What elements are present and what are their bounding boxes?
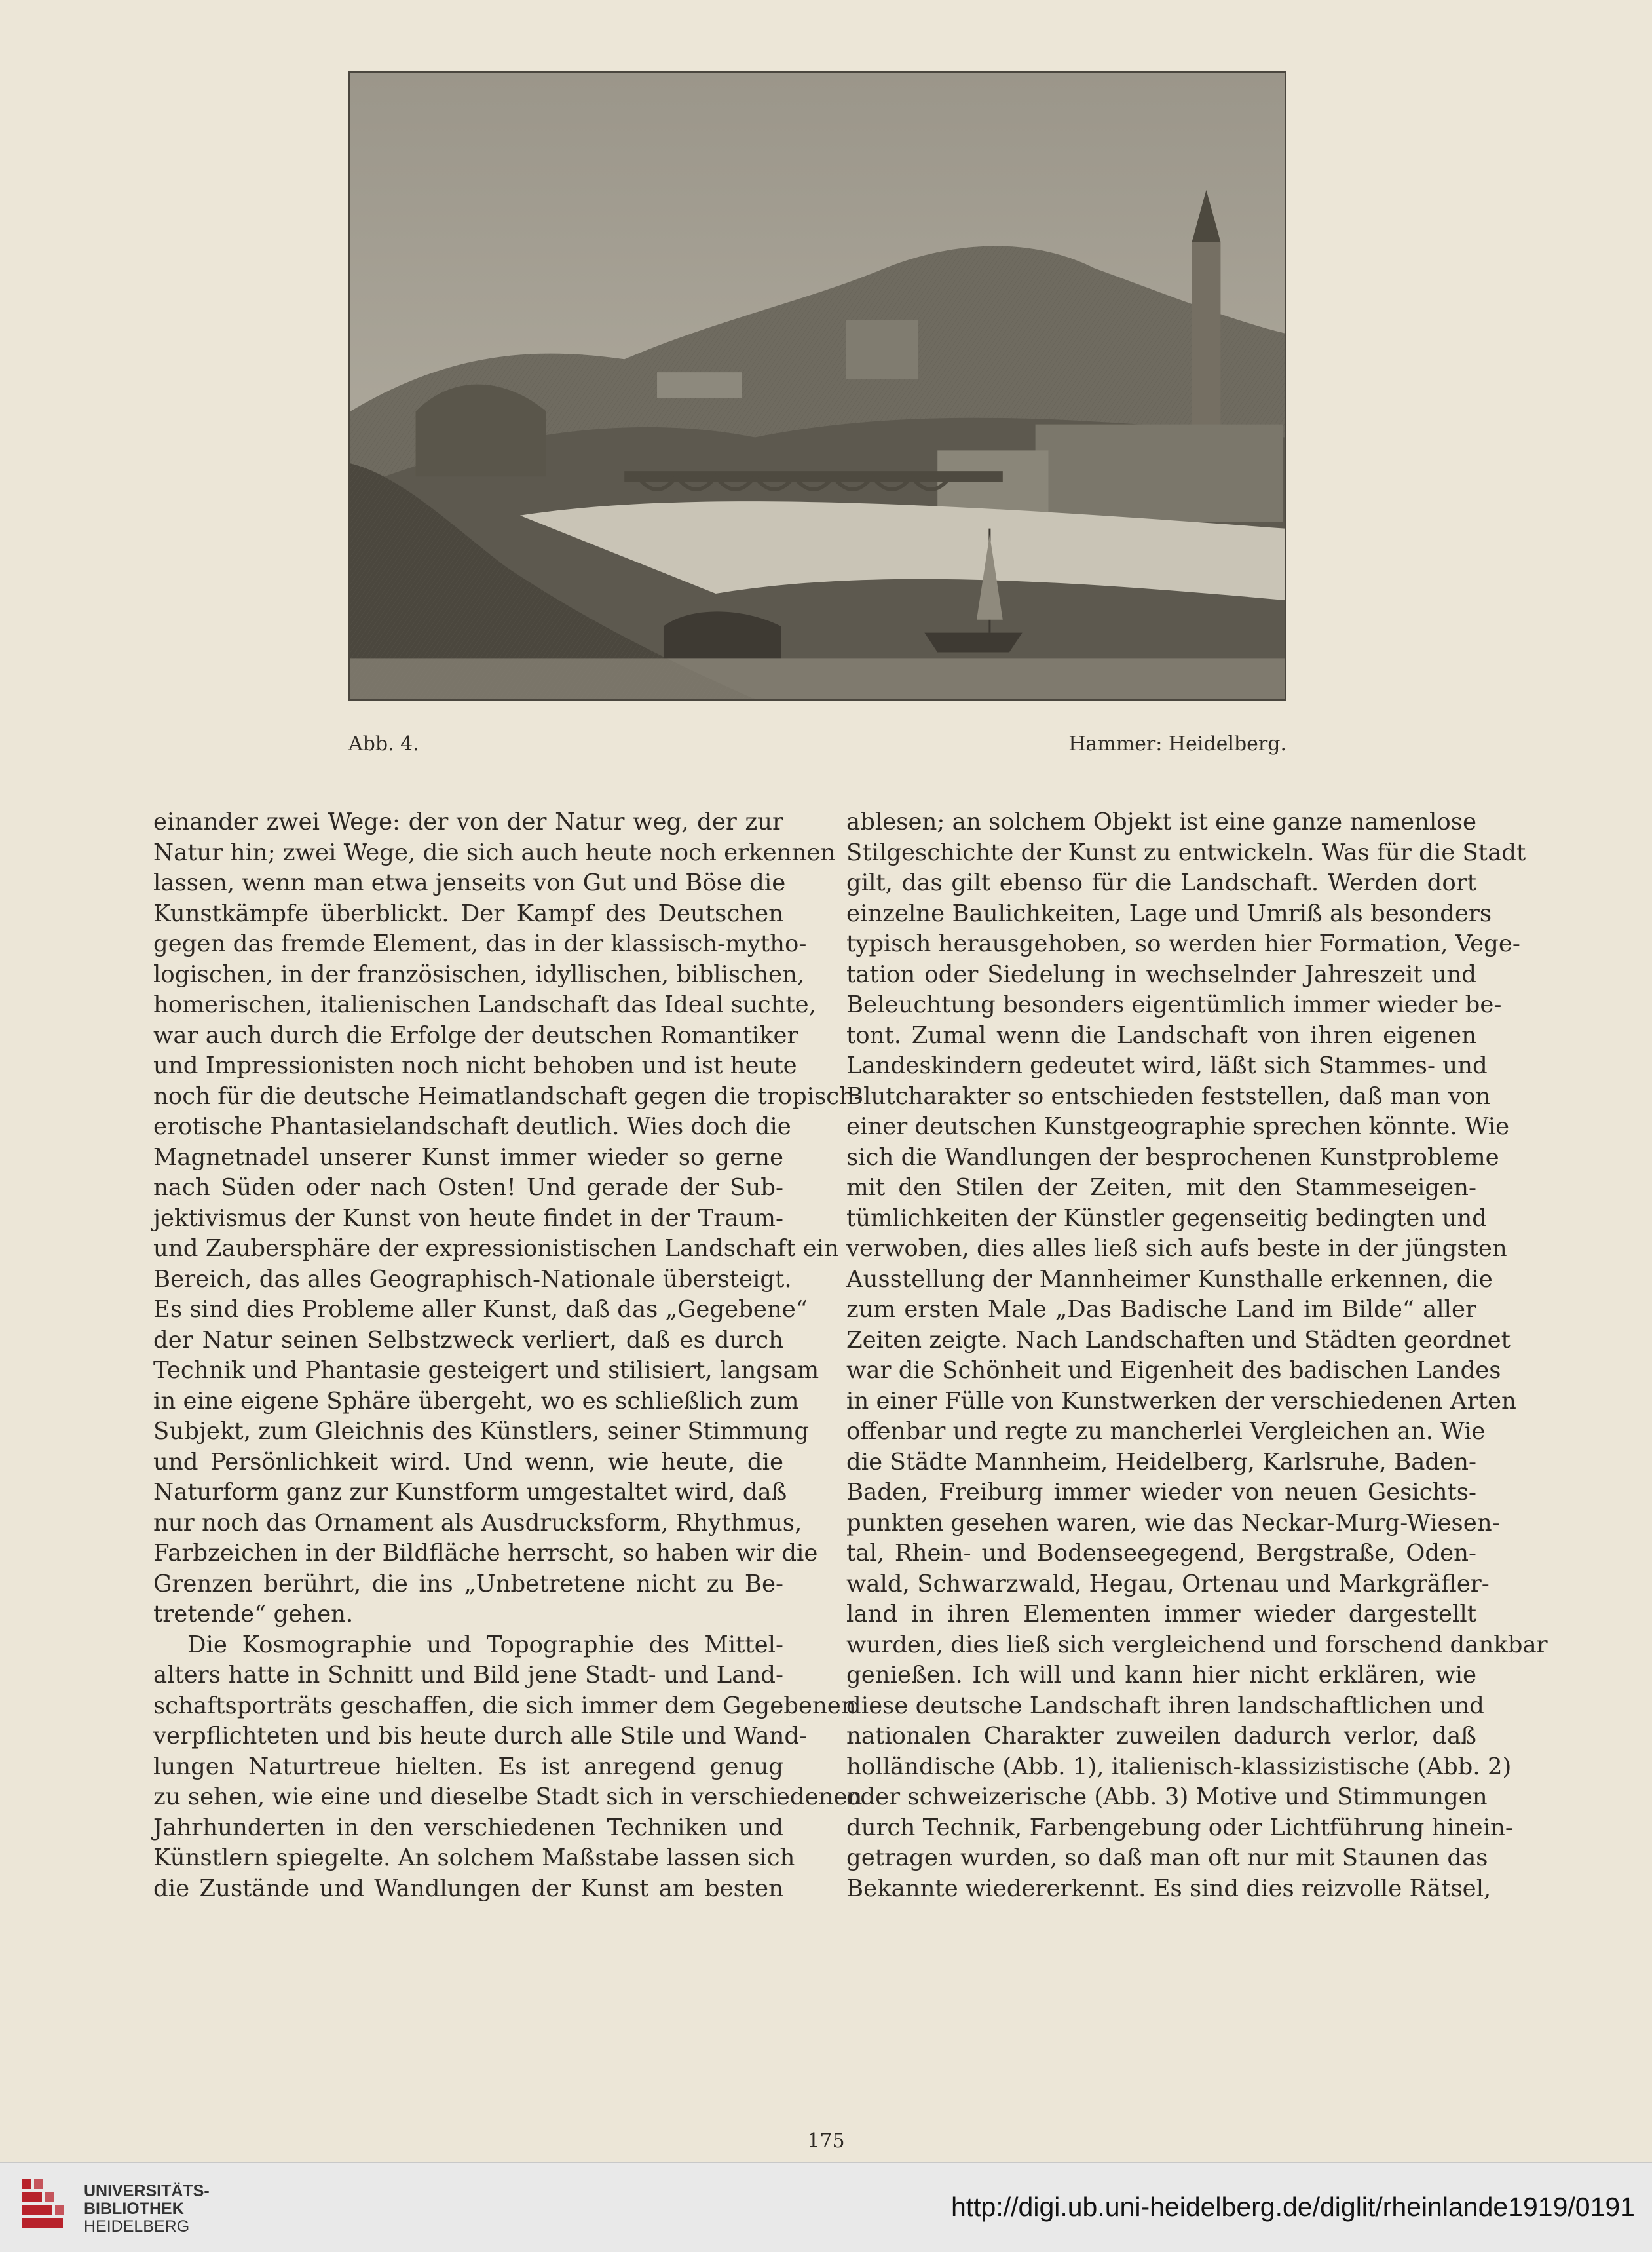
text-line: Die Kosmographie und Topographie des Mittel- (187, 1631, 783, 1658)
text-line: in eine eigene Sphäre übergeht, wo es schließlich zum (153, 1387, 799, 1415)
text-line: tont. Zumal wenn die Landschaft von ihren eigenen (846, 1021, 1476, 1049)
text-line: gilt, das gilt ebenso für die Landschaft. Werden dort (846, 869, 1476, 896)
figure-caption-title: Hammer: Heidelberg. (1068, 733, 1286, 755)
engraving-heidelberg (348, 71, 1286, 701)
library-name-line: HEIDELBERG (84, 2217, 190, 2236)
text-line: einander zwei Wege: der von der Natur weg, der zur (153, 809, 783, 835)
text-line: tümlichkeiten der Künstler gegenseitig bedingten und (846, 1204, 1487, 1232)
text-line: ablesen; an solchem Objekt ist eine ganze namenlose (846, 809, 1476, 835)
text-line: die Zustände und Wandlungen der Kunst am besten (153, 1875, 783, 1902)
text-line: tation oder Siedelung in wechselnder Jahreszeit und (846, 961, 1476, 988)
text-line: lungen Naturtreue hielten. Es ist anregend genug (153, 1753, 783, 1780)
text-line: und Impressionisten noch nicht behoben und ist heute (153, 1052, 797, 1079)
text-line: holländische (Abb. 1), italienisch-klassizistische (Abb. 2) (846, 1753, 1512, 1780)
text-line: Subjekt, zum Gleichnis des Künstlers, seiner Stimmung (153, 1418, 810, 1445)
text-line: homerischen, italienischen Landschaft das Ideal suchte, (153, 991, 816, 1018)
source-url-link[interactable]: http://digi.ub.uni-heidelberg.de/diglit/rheinlande1919/0191 (950, 2192, 1635, 2222)
text-line: die Städte Mannheim, Heidelberg, Karlsruhe, Baden- (846, 1448, 1476, 1476)
text-line: einer deutschen Kunstgeographie sprechen könnte. Wie (846, 1113, 1510, 1140)
text-line: Magnetnadel unserer Kunst immer wieder so gerne (153, 1143, 783, 1171)
text-line: land in ihren Elementen immer wieder dargestellt (846, 1601, 1476, 1628)
text-line: jektivismus der Kunst von heute findet in der Traum- (153, 1204, 783, 1232)
text-line: in einer Fülle von Kunstwerken der verschiedenen Arten (846, 1387, 1516, 1415)
text-line: gegen das fremde Element, das in der klassisch-mytho- (153, 930, 807, 957)
text-line: Ausstellung der Mannheimer Kunsthalle erkennen, die (846, 1265, 1493, 1293)
library-name-line: UNIVERSITÄTS- (84, 2182, 210, 2200)
text-line: war auch durch die Erfolge der deutschen Romantiker (153, 1021, 798, 1049)
text-line: alters hatte in Schnitt und Bild jene Stadt- und Land- (153, 1662, 783, 1689)
figure-caption-number: Abb. 4. (348, 733, 419, 755)
text-column-right (846, 807, 1548, 1904)
text-line: wurden, dies ließ sich vergleichend und forschend dankbar (846, 1631, 1548, 1658)
text-line: zum ersten Male „Das Badische Land im Bilde“ aller (846, 1296, 1476, 1323)
text-line: Zeiten zeigte. Nach Landschaften und Städten geordnet (846, 1326, 1511, 1354)
text-line: durch Technik, Farbengebung oder Lichtführung hinein- (846, 1814, 1513, 1841)
text-line: Bekannte wiedererkennt. Es sind dies reizvolle Rätsel, (846, 1875, 1492, 1902)
text-line: und Zaubersphäre der expressionistischen Landschaft ein (153, 1235, 839, 1262)
text-line: nach Süden oder nach Osten! Und gerade der Sub- (153, 1174, 783, 1201)
text-line: noch für die deutsche Heimatlandschaft gegen die tropisch- (153, 1082, 862, 1110)
text-line: Grenzen berührt, die ins „Unbetretene nicht zu Be- (153, 1570, 783, 1597)
text-line: Blutcharakter so entschieden feststellen, daß man von (846, 1082, 1491, 1110)
page-number: 175 (807, 2129, 845, 2152)
text-line: sich die Wandlungen der besprochenen Kunstprobleme (846, 1143, 1499, 1171)
text-line: mit den Stilen der Zeiten, mit den Stammeseigen- (846, 1174, 1476, 1201)
text-line: Stilgeschichte der Kunst zu entwickeln. Was für die Stadt (846, 839, 1526, 866)
text-line: der Natur seinen Selbstzweck verliert, daß es durch (153, 1326, 783, 1354)
text-line: diese deutsche Landschaft ihren landschaftlichen und (846, 1692, 1484, 1719)
text-line: Jahrhunderten in den verschiedenen Techniken und (153, 1814, 783, 1841)
text-line: Naturform ganz zur Kunstform umgestaltet wird, daß (153, 1479, 787, 1506)
text-line: und Persönlichkeit wird. Und wenn, wie heute, die (153, 1448, 783, 1476)
text-line: verpflichteten und bis heute durch alle Stile und Wand- (153, 1723, 808, 1749)
text-line: typisch herausgehoben, so werden hier Formation, Vege- (846, 930, 1520, 957)
text-line: verwoben, dies alles ließ sich aufs beste in der jüngsten (846, 1235, 1507, 1262)
library-footer (0, 2162, 1652, 2252)
library-name-line: BIBLIOTHEK (84, 2200, 184, 2218)
text-line: Beleuchtung besonders eigentümlich immer wieder be- (846, 991, 1502, 1018)
text-line: war die Schönheit und Eigenheit des badischen Landes (846, 1357, 1501, 1384)
text-line: Es sind dies Probleme aller Kunst, daß das „Gegebene“ (153, 1296, 808, 1323)
university-library-logo-icon[interactable] (16, 2176, 76, 2239)
text-line: nationalen Charakter zuweilen dadurch verlor, daß (846, 1723, 1476, 1749)
engraving-image (350, 73, 1285, 699)
text-line: tal, Rhein- und Bodenseegegend, Bergstraße, Oden- (846, 1540, 1476, 1567)
text-line: Farbzeichen in der Bildfläche herrscht, so haben wir die (153, 1540, 818, 1567)
text-line: tretende“ gehen. (153, 1601, 354, 1628)
text-line: getragen wurden, so daß man oft nur mit Staunen das (846, 1844, 1488, 1871)
text-line: wald, Schwarzwald, Hegau, Ortenau und Markgräfler- (846, 1570, 1490, 1597)
text-line: einzelne Baulichkeiten, Lage und Umriß als besonders (846, 900, 1492, 927)
text-line: Kunstkämpfe überblickt. Der Kampf des Deutschen (153, 900, 783, 927)
text-column-left (153, 807, 863, 1904)
text-line: Landeskindern gedeutet wird, läßt sich Stammes- und (846, 1052, 1488, 1079)
text-line: logischen, in der französischen, idyllischen, biblischen, (153, 961, 805, 988)
text-line: schaftsporträts geschaffen, die sich immer dem Gegebenen (153, 1692, 856, 1719)
text-line: punkten gesehen waren, wie das Neckar-Murg-Wiesen- (846, 1509, 1500, 1536)
text-line: oder schweizerische (Abb. 3) Motive und Stimmungen (846, 1784, 1488, 1810)
text-line: nur noch das Ornament als Ausdrucksform, Rhythmus, (153, 1509, 802, 1536)
text-line: erotische Phantasielandschaft deutlich. Wies doch die (153, 1113, 791, 1140)
text-line: Künstlern spiegelte. An solchem Maßstabe lassen sich (153, 1844, 795, 1871)
text-line: lassen, wenn man etwa jenseits von Gut und Böse die (153, 869, 786, 896)
text-line: zu sehen, wie eine und dieselbe Stadt sich in verschiedenen (153, 1784, 863, 1810)
text-line: Baden, Freiburg immer wieder von neuen Gesichts- (846, 1479, 1476, 1506)
text-line: genießen. Ich will und kann hier nicht erklären, wie (846, 1662, 1476, 1689)
text-line: Natur hin; zwei Wege, die sich auch heute noch erkennen (153, 839, 836, 866)
text-line: Bereich, das alles Geographisch-Nationale übersteigt. (153, 1265, 792, 1293)
library-name (84, 2183, 210, 2236)
text-line: offenbar und regte zu mancherlei Vergleichen an. Wie (846, 1418, 1486, 1445)
text-line: Technik und Phantasie gesteigert und stilisiert, langsam (153, 1357, 819, 1384)
